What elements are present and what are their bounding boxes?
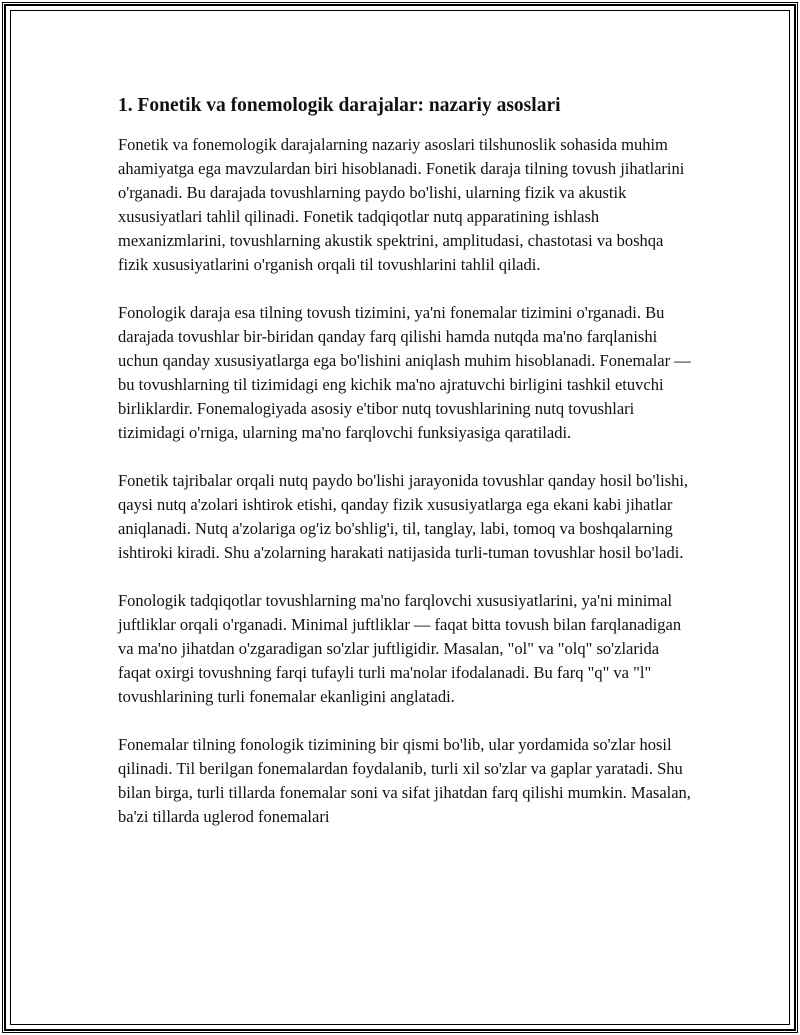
paragraph-3: Fonetik tajribalar orqali nutq paydo bo'lishi jarayonida tovushlar qanday hosil bo'lishi, qaysi nutq a'zolari ishtirok etishi, qanday fizik xususiyatlarga ega ekani kabi jihatlar aniqlanadi. Nutq a'zolariga og'iz bo'shlig'i, til, tanglay, labi, tomoq va boshqalarning ishtiroki kiradi. Shu a'zolarning harakati natijasida turli-tuman tovushlar hosil bo'ladi. — [118, 471, 689, 562]
section-heading: 1. Fonetik va fonemologik darajalar: nazariy asoslari — [118, 95, 561, 116]
paragraph-1: Fonetik va fonemologik darajalarning nazariy asoslari tilshunoslik sohasida muhim ahamiyatga ega mavzulardan biri hisoblanadi. Fonetik daraja tilning tovush jihatlarini o'rganadi. Bu darajada tovushlarning paydo bo'lishi, ularning fizik va akustik xususiyatlari tahlil qilinadi. Fonetik tadqiqotlar nutq apparatining ishlash mexanizmlarini, tovushlarning akustik spektrini, amplitudasi, chastotasi va boshqa fizik xususiyatlarini o'rganish orqali til tovushlarini tahlil qiladi. — [118, 135, 685, 274]
paragraph-5: Fonemalar tilning fonologik tizimining bir qismi bo'lib, ular yordamida so'zlar hosil qilinadi. Til berilgan fonemalardan foydalanib, turli xil so'zlar va gaplar yaratadi. Shu bilan birga, turli tillarda fonemalar soni va sifat jihatdan farq qilishi mumkin. Masalan, ba'zi tillarda uglerod fonemalari — [118, 735, 691, 826]
paragraph-4: Fonologik tadqiqotlar tovushlarning ma'no farqlovchi xususiyatlarini, ya'ni minimal juftliklar orqali o'rganadi. Minimal juftliklar — faqat bitta tovush bilan farqlanadigan va ma'no jihatdan o'zgaradigan so'zlar juftligidir. Masalan, "ol" va "olq" so'zlarida faqat oxirgi tovushning farqi tufayli turli ma'nolar ifodalanadi. Bu farq "q" va "l" tovushlarining turli fonemalar ekanligini anglatadi. — [118, 591, 682, 706]
document-body — [118, 93, 693, 853]
paragraph-2: Fonologik daraja esa tilning tovush tizimini, ya'ni fonemalar tizimini o'rganadi. Bu darajada tovushlar bir-biridan qanday farq qilishi hamda nutqda ma'no farqlanishi uchun qanday xususiyatlarga ega bo'lishini aniqlash muhim hisoblanadi. Fonemalar — bu tovushlarning til tizimidagi eng kichik ma'no ajratuvchi birligini tashkil etuvchi birliklardir. Fonemalogiyada asosiy e'tibor nutq tovushlarining nutq tovushlari tizimidagi o'rniga, ularning ma'no farqlovchi funksiyasiga qaratiladi. — [118, 303, 691, 442]
